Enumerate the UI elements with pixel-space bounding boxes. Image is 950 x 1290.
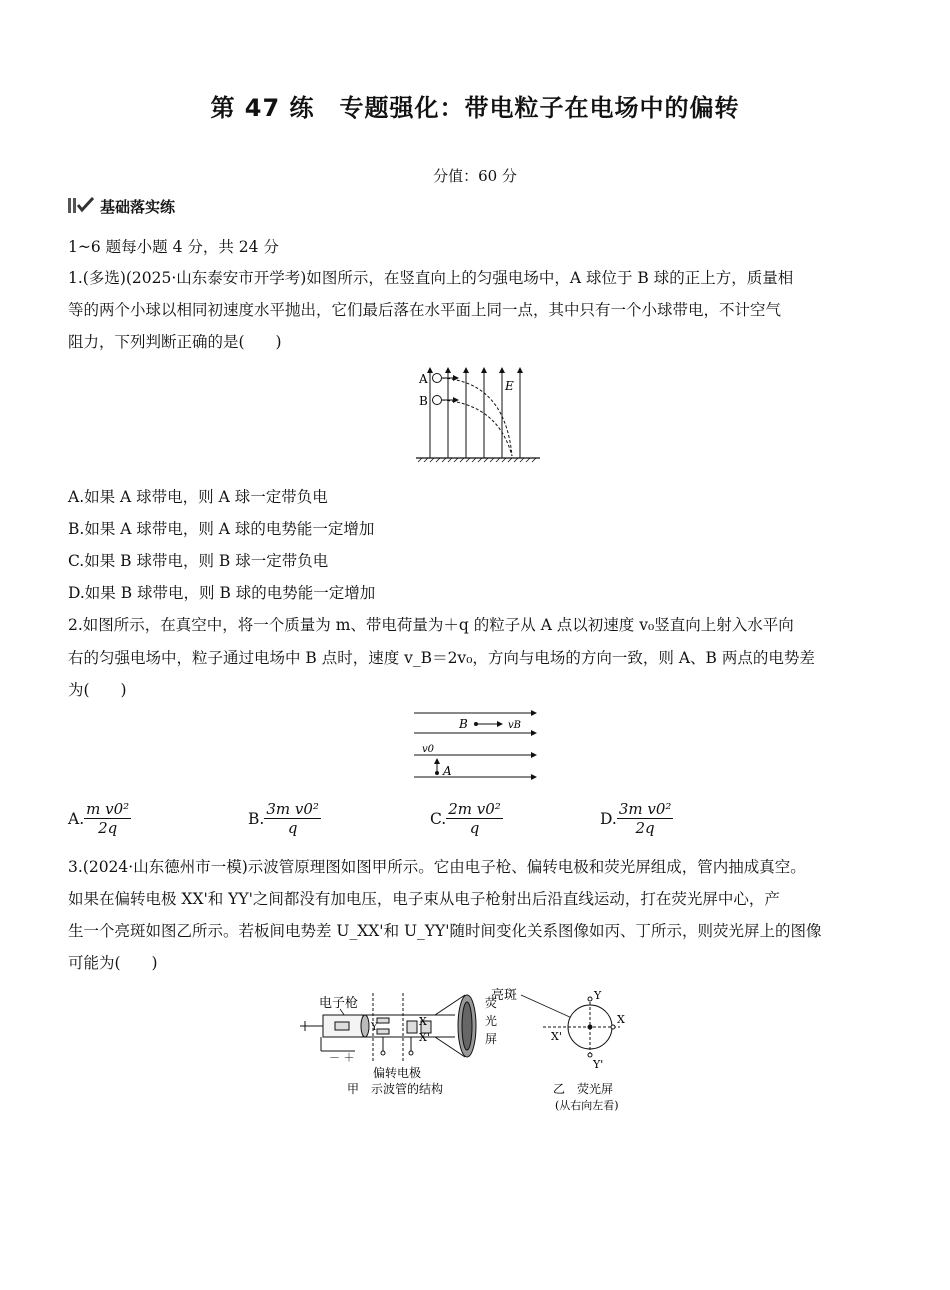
q2-choice-b-letter: B.: [248, 809, 265, 828]
q1-option-a: A.如果 A 球带电，则 A 球一定带负电: [68, 488, 328, 506]
q3-fig-x2-plate-label: X': [419, 1031, 430, 1044]
score-label: 分值：60 分: [433, 167, 517, 185]
q3-fig-caption-b2: (从右向左看): [555, 1099, 619, 1112]
section-label: 基础落实练: [100, 197, 176, 216]
section-header: [68, 195, 175, 217]
q2-line-2: 右的匀强电场中，粒子通过电场中 B 点时，速度 v_B＝2v₀，方向与电场的方向一致，则 A、B 两点的电势差: [68, 649, 815, 667]
q2-choice-a: [68, 800, 131, 837]
page-title: 第 47 练 专题强化：带电粒子在电场中的偏转: [210, 94, 740, 122]
q2-choice-a-fraction: [84, 800, 131, 837]
q2-fig-label-a: A: [443, 764, 452, 778]
q2-choice-d: [600, 800, 673, 837]
q2-choice-b-num: 3m v0²: [266, 800, 319, 818]
q2-figure: [410, 707, 542, 785]
q3-fig-minus-plus: － ＋: [329, 1051, 355, 1064]
q1-option-c: C.如果 B 球带电，则 B 球一定带负电: [68, 552, 329, 570]
q3-line-3: 生一个亮斑如图乙所示。若板间电势差 U_XX'和 U_YY'随时间变化关系图像如丙、丁所示，则荧光屏上的图像: [68, 922, 822, 940]
q2-line-3: 为( ): [68, 681, 127, 699]
q2-fig-label-b: B: [459, 717, 468, 731]
q3-fig-screen-y: Y: [594, 989, 602, 1002]
q1-option-d: D.如果 B 球带电，则 B 球的电势能一定增加: [68, 584, 376, 602]
q2-choice-a-num: m v0²: [86, 800, 130, 818]
q1-line-1: 1.(多选)(2025·山东泰安市开学考)如图所示，在竖直向上的匀强电场中，A 球位于 B 球的正上方，质量相: [68, 269, 794, 287]
q1-fig-label-b: B: [419, 394, 428, 408]
q2-choice-d-num: 3m v0²: [618, 800, 672, 818]
q1-fig-label-a: A: [419, 372, 428, 386]
q2-choice-b: [248, 800, 321, 837]
q2-choice-d-fraction: [617, 800, 674, 837]
q3-fig-screen-char-3: 屏: [485, 1032, 498, 1046]
q3-line-1: 3.(2024·山东德州市一模)示波管原理图如图甲所示。它由电子枪、偏转电极和荧光屏组成，管内抽成真空。: [68, 858, 806, 876]
q3-fig-screen-char-1: 荧: [485, 996, 498, 1010]
q2-choice-c-den: q: [469, 819, 480, 837]
q2-choice-d-letter: D.: [600, 809, 617, 828]
q1-line-2: 等的两个小球以相同初速度水平抛出，它们最后落在水平面上同一点，其中只有一个小球带电，不计空气: [68, 301, 782, 319]
q2-line-1: 2.如图所示，在真空中，将一个质量为 m、带电荷量为＋q 的粒子从 A 点以初速度 v₀竖直向上射入水平向: [68, 616, 794, 634]
q3-fig-bright-label: 亮斑: [491, 988, 518, 1003]
q2-choice-a-letter: A.: [68, 809, 85, 828]
q2-fig-label-v0: v0: [422, 744, 435, 755]
q3-fig-caption-b: 乙 荧光屏: [553, 1082, 614, 1096]
q1-line-3: 阻力，下列判断正确的是( ): [68, 333, 282, 351]
q2-choice-c: [430, 800, 503, 837]
q3-line-4: 可能为( ): [68, 954, 158, 972]
q3-fig-y-plate-label: Y: [371, 1022, 378, 1033]
checklist-icon: [68, 197, 94, 215]
q1-figure: [410, 362, 545, 464]
q2-choice-b-den: q: [287, 819, 298, 837]
q2-fig-label-vb: vB: [508, 720, 521, 731]
q3-fig-screen-x2: X': [551, 1030, 562, 1043]
q2-choice-c-letter: C.: [430, 809, 447, 828]
q3-fig-electrode-label: 偏转电极: [373, 1066, 422, 1080]
q3-fig-screen-x: X: [617, 1013, 625, 1026]
q3-figure: [295, 985, 640, 1117]
q1-option-b: B.如果 A 球带电，则 A 球的电势能一定增加: [68, 520, 375, 538]
q3-fig-screen-y2: Y': [593, 1058, 604, 1071]
q2-choice-c-num: 2m v0²: [448, 800, 501, 818]
q3-fig-gun-label: 电子枪: [319, 996, 359, 1011]
q3-line-2: 如果在偏转电极 XX'和 YY'之间都没有加电压，电子束从电子枪射出后沿直线运动，打在荧光屏中心，产: [68, 890, 780, 908]
intro-text: 1~6 题每小题 4 分，共 24 分: [68, 238, 279, 256]
q3-fig-screen-char-2: 光: [485, 1014, 498, 1028]
q1-fig-label-e: E: [505, 379, 514, 393]
q3-fig-caption-a: 甲 示波管的结构: [347, 1082, 444, 1096]
q2-choice-b-fraction: [264, 800, 321, 837]
q2-choice-d-den: 2q: [635, 819, 655, 837]
q2-choice-c-fraction: [446, 800, 503, 837]
q3-fig-x-plate-label: X: [419, 1015, 427, 1028]
q2-choice-a-den: 2q: [98, 819, 118, 837]
